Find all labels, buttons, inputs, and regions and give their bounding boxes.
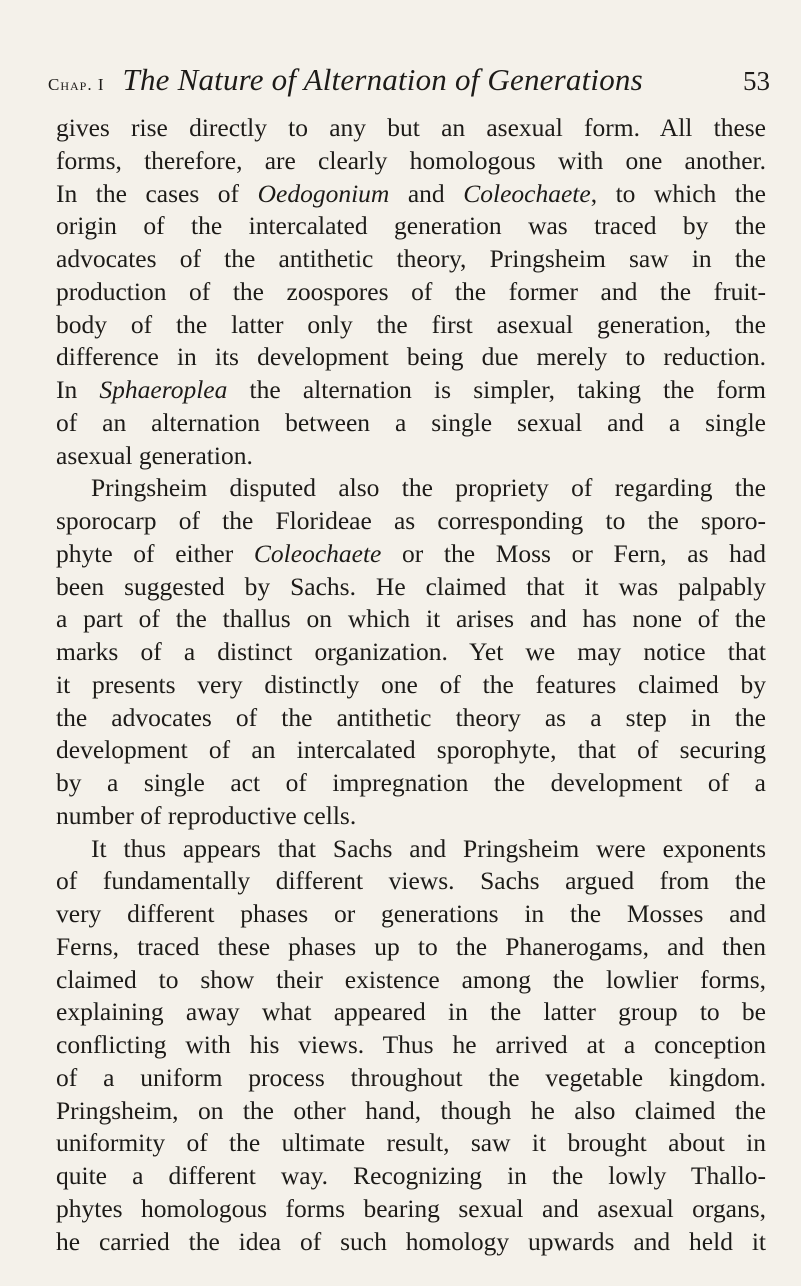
taxon-name: Oedogonium — [257, 178, 390, 208]
text-line: claimed to show their existence among the lowlier forms, — [56, 964, 766, 994]
text-line: conflicting with his views. Thus he arrived at a conception — [56, 1030, 766, 1059]
text-line: phyte of either Coleochaete or the Moss or Fern, as had — [56, 538, 766, 568]
text-line: asexual generation. — [56, 440, 253, 470]
text-line: Ferns, traced these phases up to the Phanerogams, and then — [56, 931, 766, 961]
text-line: uniformity of the ultimate result, saw it brought about in — [56, 1128, 766, 1158]
text-line: difference in its development being due merely to reduction. — [56, 342, 766, 372]
text-line: development of an intercalated sporophyte, that of securing — [56, 735, 766, 765]
page-number: 53 — [743, 66, 770, 96]
text-line: gives rise directly to any but an asexual form. All these — [56, 113, 766, 142]
running-head — [48, 62, 770, 102]
body-text — [56, 112, 766, 1258]
text-line: number of reproductive cells. — [56, 800, 357, 830]
text-line: sporocarp of the Florideae as corresponding to the sporo- — [56, 506, 766, 535]
text-line: It thus appears that Sachs and Pringsheim were exponents — [91, 833, 766, 863]
text-line: In Sphaeroplea the alternation is simpler, taking the form — [56, 375, 766, 404]
text-line: forms, therefore, are clearly homologous with one another. — [56, 145, 766, 175]
text-line: of a uniform process throughout the vegetable kingdom. — [56, 1062, 766, 1092]
text-line: marks of a distinct organization. Yet we may notice that — [56, 637, 766, 666]
chapter-label: Chap. I — [48, 75, 105, 94]
text-line: it presents very distinctly one of the features claimed by — [56, 669, 766, 699]
text-line: by a single act of impregnation the development of a — [56, 768, 766, 797]
running-title: The Nature of Alternation of Generations — [122, 62, 643, 97]
taxon-name: Coleochaete — [463, 178, 591, 208]
taxon-name: Sphaeroplea — [99, 375, 228, 404]
taxon-name: Coleochaete — [253, 538, 382, 568]
text-line: Pringsheim, on the other hand, though he also claimed the — [56, 1095, 766, 1125]
text-line: of fundamentally different views. Sachs argued from the — [56, 866, 766, 896]
text-line: of an alternation between a single sexual and a single — [56, 407, 766, 437]
text-line: body of the latter only the first asexual generation, the — [56, 309, 766, 339]
text-line: origin of the intercalated generation was traced by the — [56, 211, 766, 241]
text-line: production of the zoospores of the former and the fruit- — [56, 276, 766, 306]
text-line: quite a different way. Recognizing in the lowly Thallo- — [56, 1161, 766, 1190]
text-line: Pringsheim disputed also the propriety of regarding the — [91, 473, 766, 503]
text-line: he carried the idea of such homology upwards and held it — [56, 1226, 766, 1256]
text-line: advocates of the antithetic theory, Pringsheim saw in the — [56, 244, 766, 273]
text-line: phytes homologous forms bearing sexual and asexual organs, — [56, 1193, 766, 1223]
text-line: a part of the thallus on which it arises and has none of the — [56, 604, 766, 634]
text-line: very different phases or generations in the Mosses and — [56, 899, 766, 928]
text-line: explaining away what appeared in the latter group to be — [56, 997, 766, 1027]
text-line: In the cases of Oedogonium and Coleochaete, to which the — [56, 178, 766, 208]
text-line: been suggested by Sachs. He claimed that it was palpably — [56, 571, 766, 601]
text-line: the advocates of the antithetic theory as a step in the — [56, 702, 766, 732]
